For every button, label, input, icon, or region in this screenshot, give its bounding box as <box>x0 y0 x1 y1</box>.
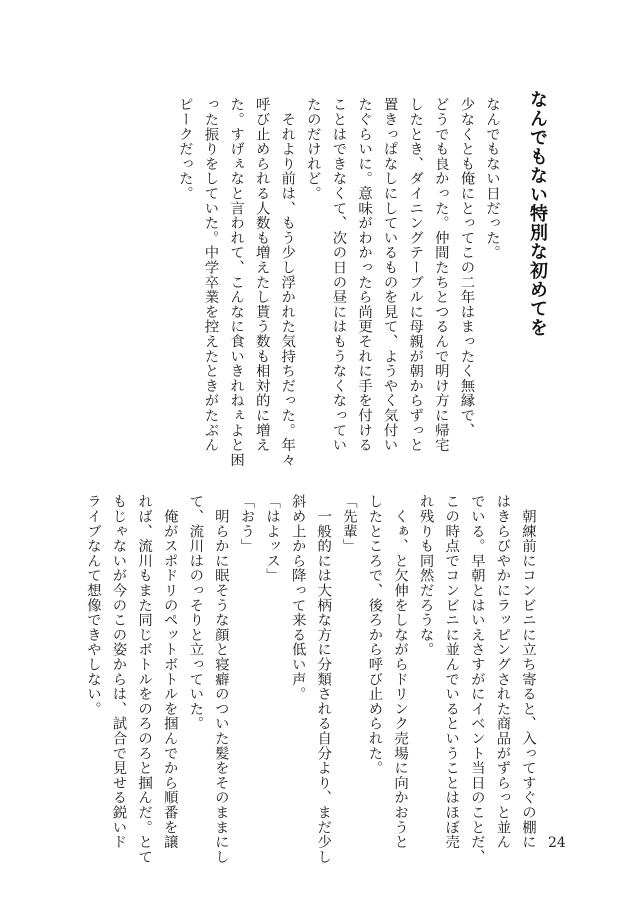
text-line: 俺がスポドリのペットボトルを掴んでから順番を譲 <box>161 494 178 850</box>
text-line: この時点でコンビニに並んでいるということはほぼ売 <box>443 494 460 850</box>
page-number: 24 <box>548 835 566 851</box>
text-line: 「おう」 <box>238 494 255 554</box>
text-line: れば、流川もまた同じボトルをのろのろと掴んだ。とて <box>136 494 153 864</box>
text-line: ことはできなくて、次の日の昼にはもうなくなってい <box>330 97 347 453</box>
lower-text-block <box>84 494 540 864</box>
text-line: 置きっぱなしにしているものを見て、ようやく気付い <box>381 97 398 453</box>
text-line: れ残りも同然だろうな。 <box>417 494 434 657</box>
text-line: くぁ、と欠伸をしながらドリンク売場に向かおうと <box>392 494 409 850</box>
text-line: ライブなんて想像できやしない。 <box>84 494 101 716</box>
text-line: 「先輩」 <box>340 494 357 554</box>
text-line: はきらびやかにラッピングされた商品がずらっと並ん <box>494 494 511 850</box>
text-line: なんでもない日だった。 <box>484 97 500 260</box>
text-line: それより前は、もう少し浮かれた気持ちだった。年々 <box>279 97 296 467</box>
text-line: したとき、ダイニングテーブルに母親が朝からずっと <box>407 97 424 453</box>
chapter-title: なんでもない特別な初めてを <box>527 90 548 337</box>
text-line: 朝練前にコンビニに立ち寄ると、入ってすぐの棚に <box>520 494 536 850</box>
text-line: て、流川はのっそりと立っていた。 <box>187 494 204 731</box>
text-line: 明らかに眠そうな顔と寝癖のついた髪をそのままにし <box>212 494 229 864</box>
text-line: でいる。早朝とはいえさすがにイベント当日のことだ、 <box>468 494 485 864</box>
text-line: 「はよッス」 <box>264 494 281 583</box>
text-line: ピークだった。 <box>176 97 193 201</box>
text-line: 斜め上から降って来る低い声。 <box>289 494 306 702</box>
text-line: った振りをしていた。中学卒業を控えたときがたぶん <box>202 97 219 453</box>
text-line: た。すげぇなと言われて、こんなに食いきれねぇよと困 <box>228 97 245 467</box>
text-line: 一般的には大柄な方に分類される自分より、まだ少し <box>315 494 332 864</box>
text-line: どうでも良かった。仲間たちとつるんで明け方に帰宅 <box>432 97 449 453</box>
text-line: したところで、後ろから呼び止められた。 <box>366 494 383 776</box>
text-line: 呼び止められる人数も増えたし貰う数も相対的に増え <box>253 97 270 453</box>
text-line: たのだけれど。 <box>304 97 321 201</box>
text-line: もじゃないが今のこの姿からは、試合で見せる鋭いド <box>110 494 127 850</box>
text-line: たぐらいに。意味がわかったら尚更それに手を付ける <box>356 97 373 453</box>
text-line: 少なくとも俺にとってこの二年はまったく無縁で、 <box>458 97 475 438</box>
upper-text-block <box>168 97 504 467</box>
